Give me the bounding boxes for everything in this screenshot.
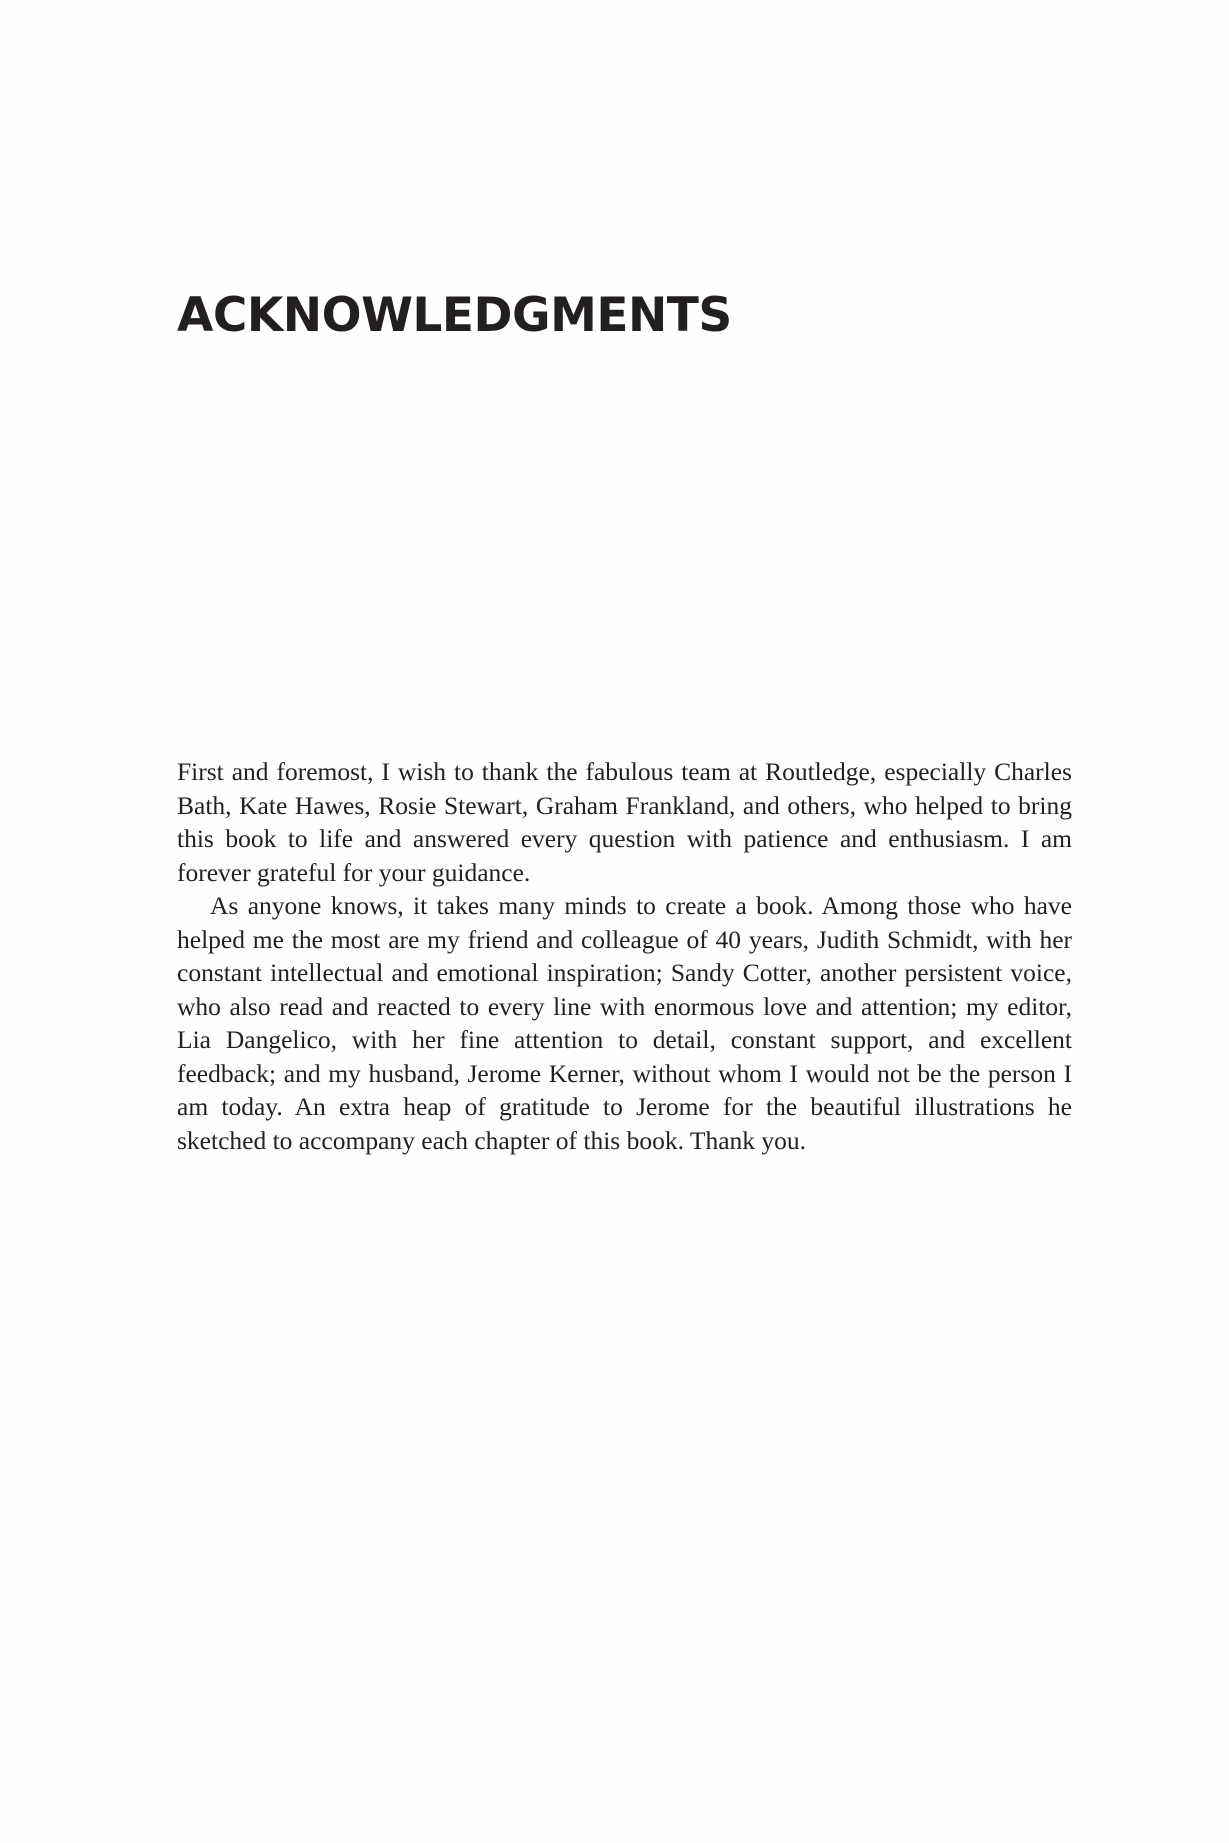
acknowledgments-body	[177, 755, 1072, 1157]
page-title: ACKNOWLEDGMENTS	[177, 288, 732, 343]
paragraph-1: First and foremost, I wish to thank the fabulous team at Routledge, especially Charles Bath, Kate Hawes, Rosie Stewart, Graham Frankland, and others, who helped to bring this book to life and answered every question with patience and enthusiasm. I am forever grateful for your guidance.	[177, 757, 1072, 887]
paragraph-2: As anyone knows, it takes many minds to create a book. Among those who have helped me the most are my friend and colleague of 40 years, Judith Schmidt, with her constant intellectual and emotional inspiration; Sandy Cotter, another persistent voice, who also read and reacted to every line with enormous love and attention; my editor, Lia Dangelico, with her fine attention to detail, constant support, and excellent feedback; and my husband, Jerome Kerner, without whom I would not be the person I am today. An extra heap of gratitude to Jerome for the beautiful illustrations he sketched to accompany each chapter of this book. Thank you.	[177, 891, 1072, 1155]
